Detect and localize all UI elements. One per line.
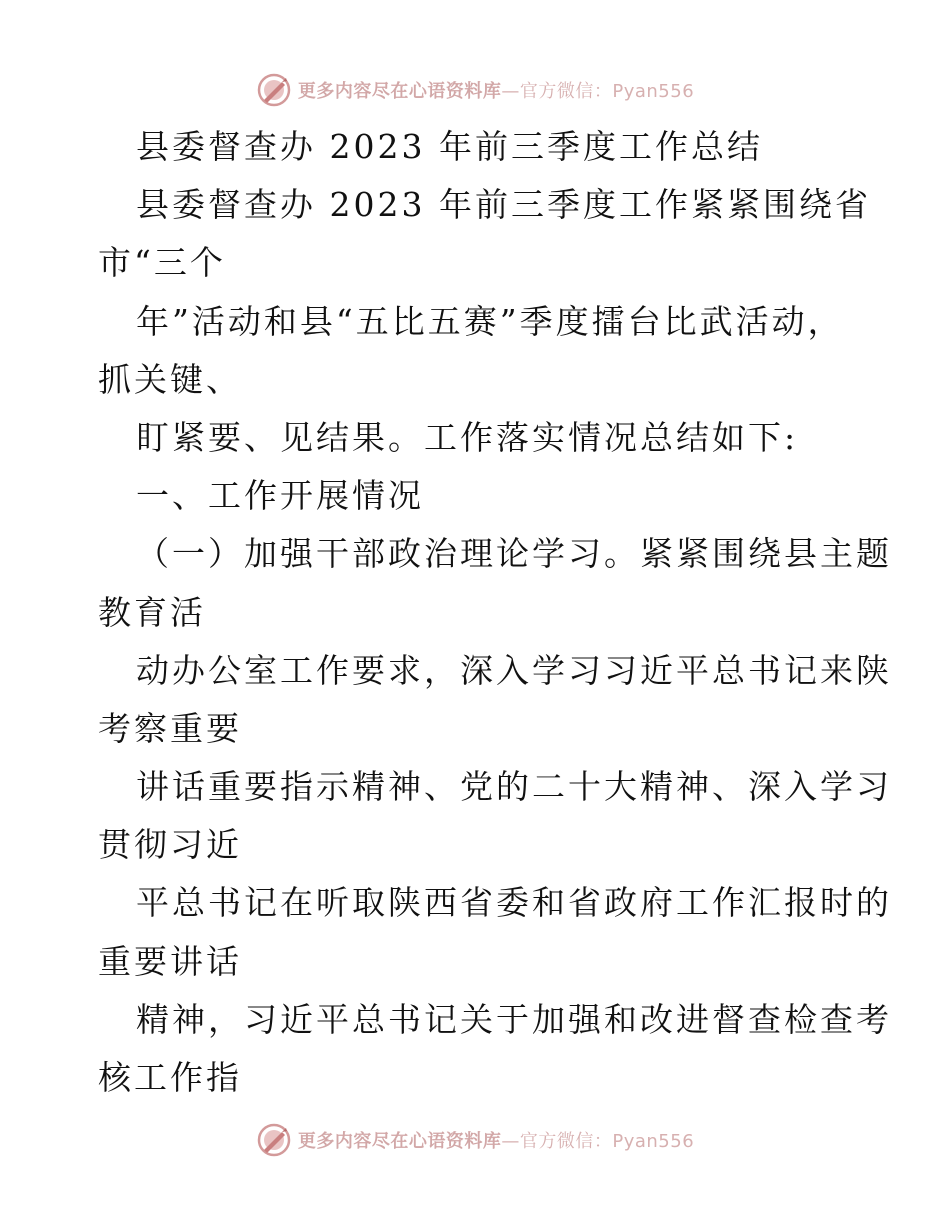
quill-logo-icon (256, 1122, 292, 1158)
text-line: 教育活 (98, 592, 206, 632)
document-body (98, 118, 892, 1107)
text-line: 重要讲话 (98, 941, 242, 981)
text-line: （一）加强干部政治理论学习。紧紧围绕县主题 (136, 534, 892, 574)
text-line: 平总书记在听取陕西省委和省政府工作汇报时的 (136, 883, 892, 923)
text-line: 动办公室工作要求，深入学习习近平总书记来陕 (136, 650, 892, 690)
text-line: 年”活动和县“五比五赛”季度擂台比武活动， (136, 301, 844, 341)
watermark-footer (0, 1120, 950, 1160)
text-line: 一、工作开展情况 (136, 476, 424, 516)
text-line: 县委督查办 2023 年前三季度工作紧紧围绕省 (136, 185, 871, 225)
text-line: 核工作指 (98, 1058, 242, 1097)
text-line: 县委督查办 2023 年前三季度工作总结 (136, 127, 763, 166)
text-line: 抓关键、 (98, 359, 242, 399)
watermark-header (0, 70, 950, 110)
text-line: 讲话重要指示精神、党的二十大精神、深入学习 (136, 767, 892, 807)
text-line: 市“三个 (98, 243, 226, 283)
text-line: 精神，习近平总书记关于加强和改进督查检查考 (136, 999, 892, 1039)
watermark-text: 更多内容尽在心语资料库—官方微信：Pyan556 (297, 81, 695, 102)
text-line: 考察重要 (98, 708, 242, 748)
text-line: 盯紧要、见结果。工作落实情况总结如下: (136, 417, 799, 457)
text-line: 贯彻习近 (98, 825, 242, 865)
quill-logo-icon (256, 72, 292, 108)
watermark-text: 更多内容尽在心语资料库—官方微信：Pyan556 (297, 1131, 695, 1152)
